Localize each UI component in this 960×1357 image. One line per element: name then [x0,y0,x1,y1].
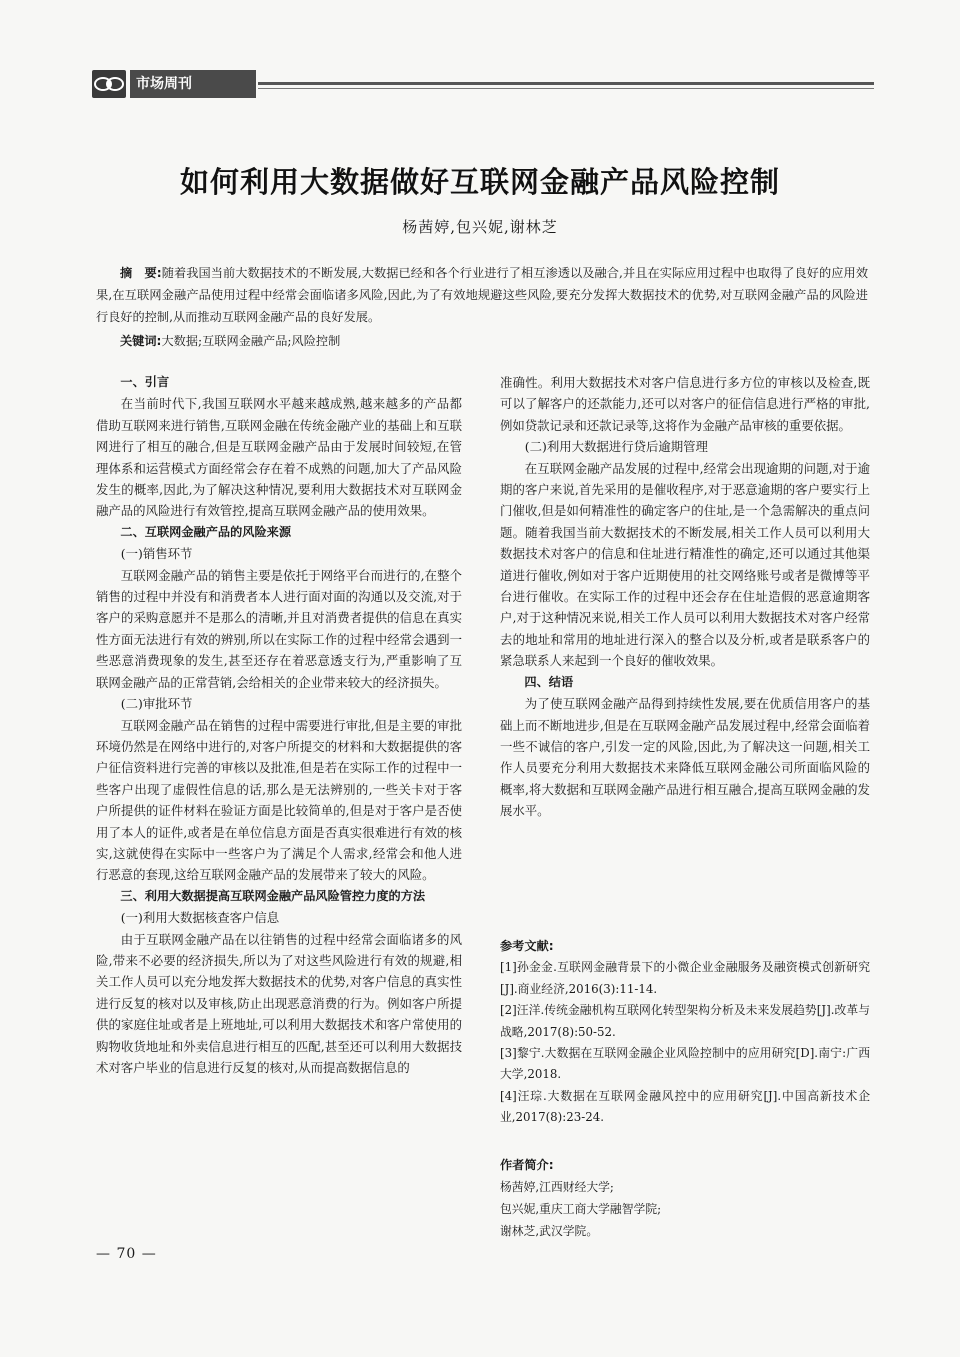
article-authors: 杨茜婷,包兴妮,谢林芝 [402,218,558,236]
author-bio [500,1154,870,1242]
section-heading: 三、利用大数据提高互联网金融产品风险管控力度的方法 [120,888,426,903]
abstract [96,262,868,328]
reference-item: [2]汪洋.传统金融机构互联网化转型架构分析及未来发展趋势[J].改革与战略,2017(8):50-52. [500,1003,870,1039]
section-heading: 四、结语 [524,674,574,689]
references [500,936,870,1129]
section-heading: 一、引言 [120,375,170,389]
paragraph: 由于互联网金融产品在以往销售的过程中经常会面临诸多的风险,带来不必要的经济损失,所以为了对这些风险进行有效的规避,相关工作人员可以充分地发挥大数据技术的优势,对客户信息的真实性进行反复的核对以及审核,防止出现恶意消费的行为。例如客户所提供的家庭住址或者是上班地址,可以利用大数据技术和客户常使用的购物收货地址和外卖信息进行相互的匹配,甚至还可以利用大数据技术对客户毕业的信息进行反复的核对,从而提高数据信息的 [96,931,462,1075]
bio-item: 杨茜婷,江西财经大学; [500,1180,614,1194]
paragraph: 互联网金融产品在销售的过程中需要进行审批,但是主要的审批环境仍然是在网络中进行的,对客户所提交的材料和大数据提供的客户征信资料进行完善的审核以及批准,但是若在实际工作的过程中一些客户出现了虚假性信息的话,那么是无法辨别的,一些关卡对于客户所提供的证件材料在验证方面是比较简单的,但是对于客户是否使用了本人的证件,或者是在单位信息方面是否真实很难进行有效的核实,这就使得在实际中一些客户为了满足个人需求,经常会和他人进行恶意的套现,这给互联网金融产品的发展带来了较大的风险。 [96,717,462,883]
header-rule-thin [258,88,874,89]
keywords-label: 关键词: [120,334,162,348]
bio-title: 作者简介: [500,1158,554,1172]
reference-item: [3]黎宁.大数据在互联网金融企业风险控制中的应用研究[D].南宁:广西大学,2018. [500,1046,870,1082]
subsection-heading: (二)利用大数据进行贷后逾期管理 [524,439,708,455]
reference-item: [1]孙金金.互联网金融背景下的小微企业金融服务及融资模式创新研究[J].商业经济,2016(3):11-14. [500,960,870,996]
paragraph: 互联网金融产品的销售主要是依托于网络平台而进行的,在整个销售的过程中并没有和消费者本人进行面对面的沟通以及交流,对于客户的采购意愿并不是那么的清晰,并且对消费者提供的信息在真实性方面无法进行有效的辨别,所以在实际工作的过程中经常会遇到一些恶意消费现象的发生,甚至还存在着恶意透支行为,严重影响了互联网金融产品的正常营销,会给相关的企业带来较大的经济损失。 [96,567,462,690]
subsection-heading: (一)销售环节 [120,546,193,562]
abstract-label: 摘 要: [120,266,162,280]
keywords-text: 大数据;互联网金融产品;风险控制 [161,334,341,348]
section-heading: 二、互联网金融产品的风险来源 [120,524,292,539]
header-rule [258,82,874,85]
page-number: — 70 — [96,1246,157,1262]
bio-item: 谢林芝,武汉学院。 [500,1224,599,1238]
paragraph: 在当前时代下,我国互联网水平越来越成熟,越来越多的产品都借助互联网来进行销售,互联网金融在传统金融产业的基础上和互联网进行了相互的融合,但是互联网金融产品由于发展时间较短,在管理体系和运营模式方面经常会存在着不成熟的问题,加大了产品风险发生的概率,因此,为了解决这种情况,要利用大数据技术对互联网金融产品的风险进行有效管控,提高互联网金融产品的使用效果。 [96,396,462,519]
subsection-heading: (一)利用大数据核查客户信息 [120,910,280,926]
abstract-text: 随着我国当前大数据技术的不断发展,大数据已经和各个行业进行了相互渗透以及融合,并且在实际应用过程中也取得了良好的应用效果,在互联网金融产品使用过程中经常会面临诸多风险,因此,为了有效地规避这些风险,要充分发挥大数据技术的优势,对互联网金融产品的风险进行良好的控制,从而推动互联网金融产品的良好发展。 [96,266,869,324]
paragraph-continued: 准确性。利用大数据技术对客户信息进行多方位的审核以及检查,既可以了解客户的还款能力,还可以对客户的征信信息进行严格的审批,例如贷款记录和还款记录等,这将作为金融产品审核的重要依据。 [500,375,870,433]
keywords [120,330,868,352]
paragraph: 为了使互联网金融产品得到持续性发展,要在优质信用客户的基础上而不断地进步,但是在互联网金融产品发展过程中,经常会面临着一些不诚信的客户,引发一定的风险,因此,为了解决这一问题,相关工作人员要充分利用大数据技术来降低互联网金融公司所面临风险的概率,将大数据和互联网金融产品进行相互融合,提高互联网金融的发展水平。 [500,696,870,819]
running-header [92,70,874,100]
bio-item: 包兴妮,重庆工商大学融智学院; [500,1202,662,1216]
journal-logo [92,70,126,98]
right-column [500,372,870,822]
references-title: 参考文献: [500,939,554,953]
left-column [96,372,462,1078]
reference-item: [4]汪琮.大数据在互联网金融风控中的应用研究[J].中国高新技术企业,2017(8):23-24. [500,1088,870,1125]
journal-name: 市场周刊 [130,70,256,98]
journal-logo-icon [92,70,126,98]
article-title: 如何利用大数据做好互联网金融产品风险控制 [179,165,780,199]
paragraph: 在互联网金融产品发展的过程中,经常会出现逾期的问题,对于逾期的客户来说,首先采用的是催收程序,对于恶意逾期的客户要实行上门催收,但是如何精准性的确定客户的住址,是一个急需解决的重点问题。随着我国当前大数据技术的不断发展,相关工作人员可以利用大数据技术对客户的信息和住址进行精准性的确定,还可以通过其他渠道进行催收,例如对于客户近期使用的社交网络账号或者是微博等平台进行催收。在实际工作的过程中还会存在住址造假的恶意逾期客户,对于这种情况来说,相关工作人员可以利用大数据技术对客户经常去的地址和常用的地址进行深入的整合以及分析,或者是联系客户的紧急联系人来起到一个良好的催收效果。 [500,460,870,669]
subsection-heading: (二)审批环节 [120,696,193,712]
